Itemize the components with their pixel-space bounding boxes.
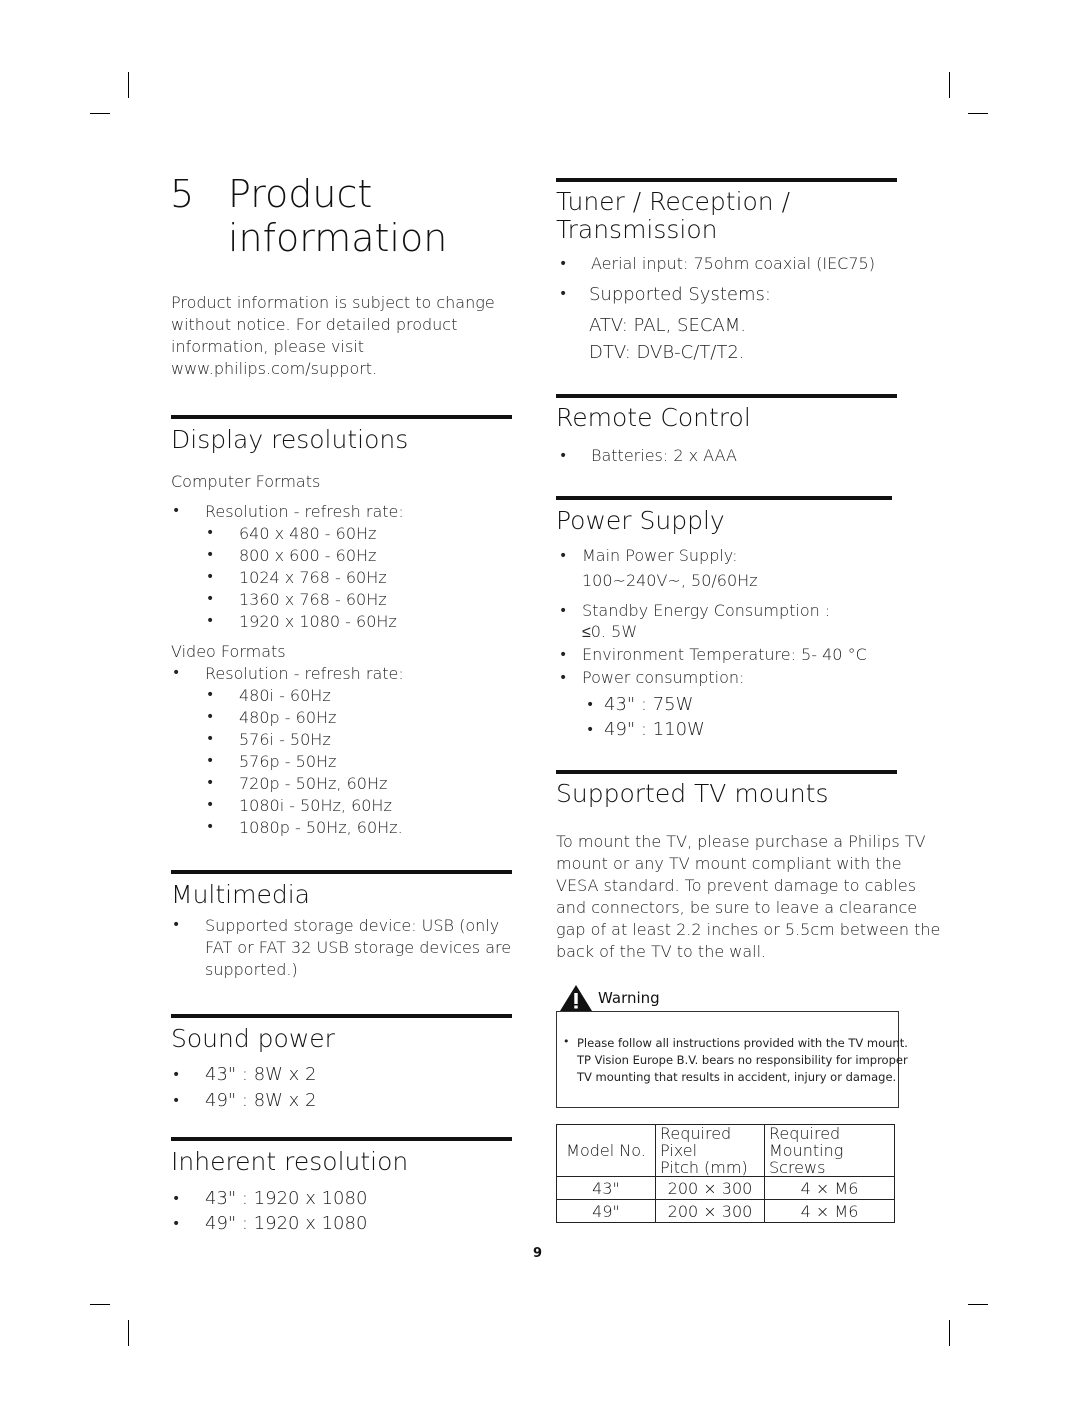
bullet: • <box>172 1216 181 1232</box>
list-item: 49" : 110W <box>604 719 705 740</box>
section-rule <box>556 496 892 500</box>
mounts-line: VESA standard. To prevent damage to cables <box>556 876 917 895</box>
list-item: 800 x 600 - 60Hz <box>239 546 377 565</box>
bullet: • <box>206 591 215 607</box>
chapter-title-line1: Product <box>228 172 373 216</box>
aerial-input: Aerial input: 75ohm coaxial (IEC75) <box>591 254 875 273</box>
bullet: • <box>559 647 568 663</box>
bullet: • <box>206 731 215 747</box>
list-item: 1024 x 768 - 60Hz <box>239 568 387 587</box>
header-text: Model No. <box>566 1141 646 1160</box>
inherent-heading: Inherent resolution <box>171 1147 409 1176</box>
list-item: 43" : 1920 x 1080 <box>205 1188 368 1209</box>
bullet: • <box>586 722 595 738</box>
list-item: 576i - 50Hz <box>239 730 331 749</box>
list-item: 49" : 8W x 2 <box>205 1090 317 1111</box>
list-item: 720p - 50Hz, 60Hz <box>239 774 388 793</box>
mounts-line: and connectors, be sure to leave a clearance <box>556 898 918 917</box>
intro-line: information, please visit <box>171 337 364 356</box>
chapter-title-line2: information <box>228 216 448 260</box>
header-text: Required Pixel <box>660 1124 732 1160</box>
list-item: 640 x 480 - 60Hz <box>239 524 377 543</box>
mounting-table <box>556 1124 895 1223</box>
bullet: • <box>206 753 215 769</box>
atv-systems: ATV: PAL, SECAM. <box>589 315 746 336</box>
header-text: Pitch (mm) <box>660 1158 748 1177</box>
sound-heading: Sound power <box>171 1024 335 1053</box>
warning-line: Please follow all instructions provided with the TV mount. <box>577 1036 908 1050</box>
bullet: • <box>206 775 215 791</box>
computer-formats-label: Computer Formats <box>171 472 321 491</box>
section-rule <box>171 870 512 874</box>
video-formats-label: Video Formats <box>171 642 286 661</box>
crop-mark <box>968 1304 988 1305</box>
bullet: • <box>206 525 215 541</box>
list-item: 43" : 8W x 2 <box>205 1064 317 1085</box>
intro-line: Product information is subject to change <box>171 293 495 312</box>
bullet: • <box>172 665 181 681</box>
list-item: 1080i - 50Hz, 60Hz <box>239 796 392 815</box>
section-rule <box>171 415 512 419</box>
intro-line: without notice. For detailed product <box>171 315 458 334</box>
cell-pitch: 200 × 300 <box>656 1177 765 1200</box>
cell-screws: 4 × M6 <box>765 1177 895 1200</box>
bullet: • <box>206 613 215 629</box>
bullet: • <box>206 547 215 563</box>
crop-mark <box>90 1304 110 1305</box>
mounts-line: mount or any TV mount compliant with the <box>556 854 902 873</box>
bullet: • <box>206 569 215 585</box>
multimedia-line: supported.) <box>205 960 298 979</box>
dtv-systems: DTV: DVB-C/T/T2. <box>589 342 745 363</box>
warning-label: Warning <box>598 989 660 1007</box>
crop-mark <box>128 1320 129 1346</box>
bullet: • <box>559 670 568 686</box>
remote-heading: Remote Control <box>556 403 751 432</box>
bullet: • <box>172 1093 181 1109</box>
support-url: www.philips.com/support. <box>171 359 378 378</box>
header-text: Mounting Screws <box>769 1141 844 1177</box>
bullet: • <box>559 286 568 302</box>
power-consumption-label: Power consumption: <box>582 668 745 687</box>
bullet: • <box>559 448 568 464</box>
warning-icon <box>559 984 593 1012</box>
video-subheading: Resolution - refresh rate: <box>205 664 404 683</box>
list-item: 480i - 60Hz <box>239 686 331 705</box>
list-item: 1920 x 1080 - 60Hz <box>239 612 397 631</box>
power-heading: Power Supply <box>556 506 725 535</box>
bullet: • <box>172 1191 181 1207</box>
section-rule <box>556 178 897 182</box>
crop-mark <box>90 113 110 114</box>
standby-value: ≤0. 5W <box>582 622 638 641</box>
multimedia-line: FAT or FAT 32 USB storage devices are <box>205 938 512 957</box>
display-heading: Display resolutions <box>171 425 409 454</box>
list-item: 1080p - 50Hz, 60Hz. <box>239 818 403 837</box>
chapter-number: 5 <box>170 172 195 216</box>
environment-temperature: Environment Temperature: 5- 40 °C <box>582 645 867 664</box>
table-header-row <box>557 1125 895 1177</box>
section-rule <box>171 1014 512 1018</box>
list-item: 43" : 75W <box>604 694 694 715</box>
mounts-line: To mount the TV, please purchase a Philips TV <box>556 832 926 851</box>
warning-line: TP Vision Europe B.V. bears no responsibility for improper <box>577 1053 908 1067</box>
cell-pitch: 200 × 300 <box>656 1200 765 1223</box>
mounts-line: gap of at least 2.2 inches or 5.5cm between the <box>556 920 941 939</box>
crop-mark <box>128 72 129 98</box>
crop-mark <box>968 113 988 114</box>
batteries: Batteries: 2 x AAA <box>591 446 737 465</box>
table-row <box>557 1200 895 1223</box>
header-screws <box>765 1125 895 1177</box>
bullet: • <box>206 709 215 725</box>
standby-label: Standby Energy Consumption : <box>582 601 831 620</box>
crop-mark <box>949 72 950 98</box>
tuner-heading-line2: Transmission <box>556 215 718 244</box>
warning-line: TV mounting that results in accident, injury or damage. <box>577 1070 897 1084</box>
bullet: • <box>172 917 181 933</box>
tuner-heading-line1: Tuner / Reception / <box>556 187 791 216</box>
bullet: • <box>559 548 568 564</box>
cell-screws: 4 × M6 <box>765 1200 895 1223</box>
section-rule <box>556 770 897 774</box>
bullet: • <box>563 1035 570 1048</box>
bullet: • <box>172 1067 181 1083</box>
header-pitch <box>656 1125 765 1177</box>
cell-model: 49" <box>557 1200 656 1223</box>
bullet: • <box>206 819 215 835</box>
multimedia-heading: Multimedia <box>171 880 310 909</box>
cell-model: 43" <box>557 1177 656 1200</box>
crop-mark <box>949 1320 950 1346</box>
bullet: • <box>206 797 215 813</box>
section-rule <box>556 394 897 398</box>
main-power-label: Main Power Supply: <box>582 546 738 565</box>
bullet: • <box>206 687 215 703</box>
bullet: • <box>559 603 568 619</box>
header-text: Required <box>769 1124 841 1143</box>
mounts-line: back of the TV to the wall. <box>556 942 767 961</box>
list-item: 480p - 60Hz <box>239 708 337 727</box>
list-item: 49" : 1920 x 1080 <box>205 1213 368 1234</box>
computer-subheading: Resolution - refresh rate: <box>205 502 404 521</box>
table-row <box>557 1177 895 1200</box>
page-number: 9 <box>533 1246 543 1261</box>
bullet: • <box>172 503 181 519</box>
header-model <box>557 1125 656 1177</box>
list-item: 1360 x 768 - 60Hz <box>239 590 387 609</box>
section-rule <box>171 1137 512 1141</box>
bullet: • <box>559 256 568 272</box>
bullet: • <box>586 697 595 713</box>
main-power-value: 100~240V~, 50/60Hz <box>582 571 758 590</box>
list-item: 576p - 50Hz <box>239 752 337 771</box>
multimedia-line: Supported storage device: USB (only <box>205 916 500 935</box>
supported-systems: Supported Systems: <box>589 284 771 305</box>
mounts-heading: Supported TV mounts <box>556 779 829 808</box>
